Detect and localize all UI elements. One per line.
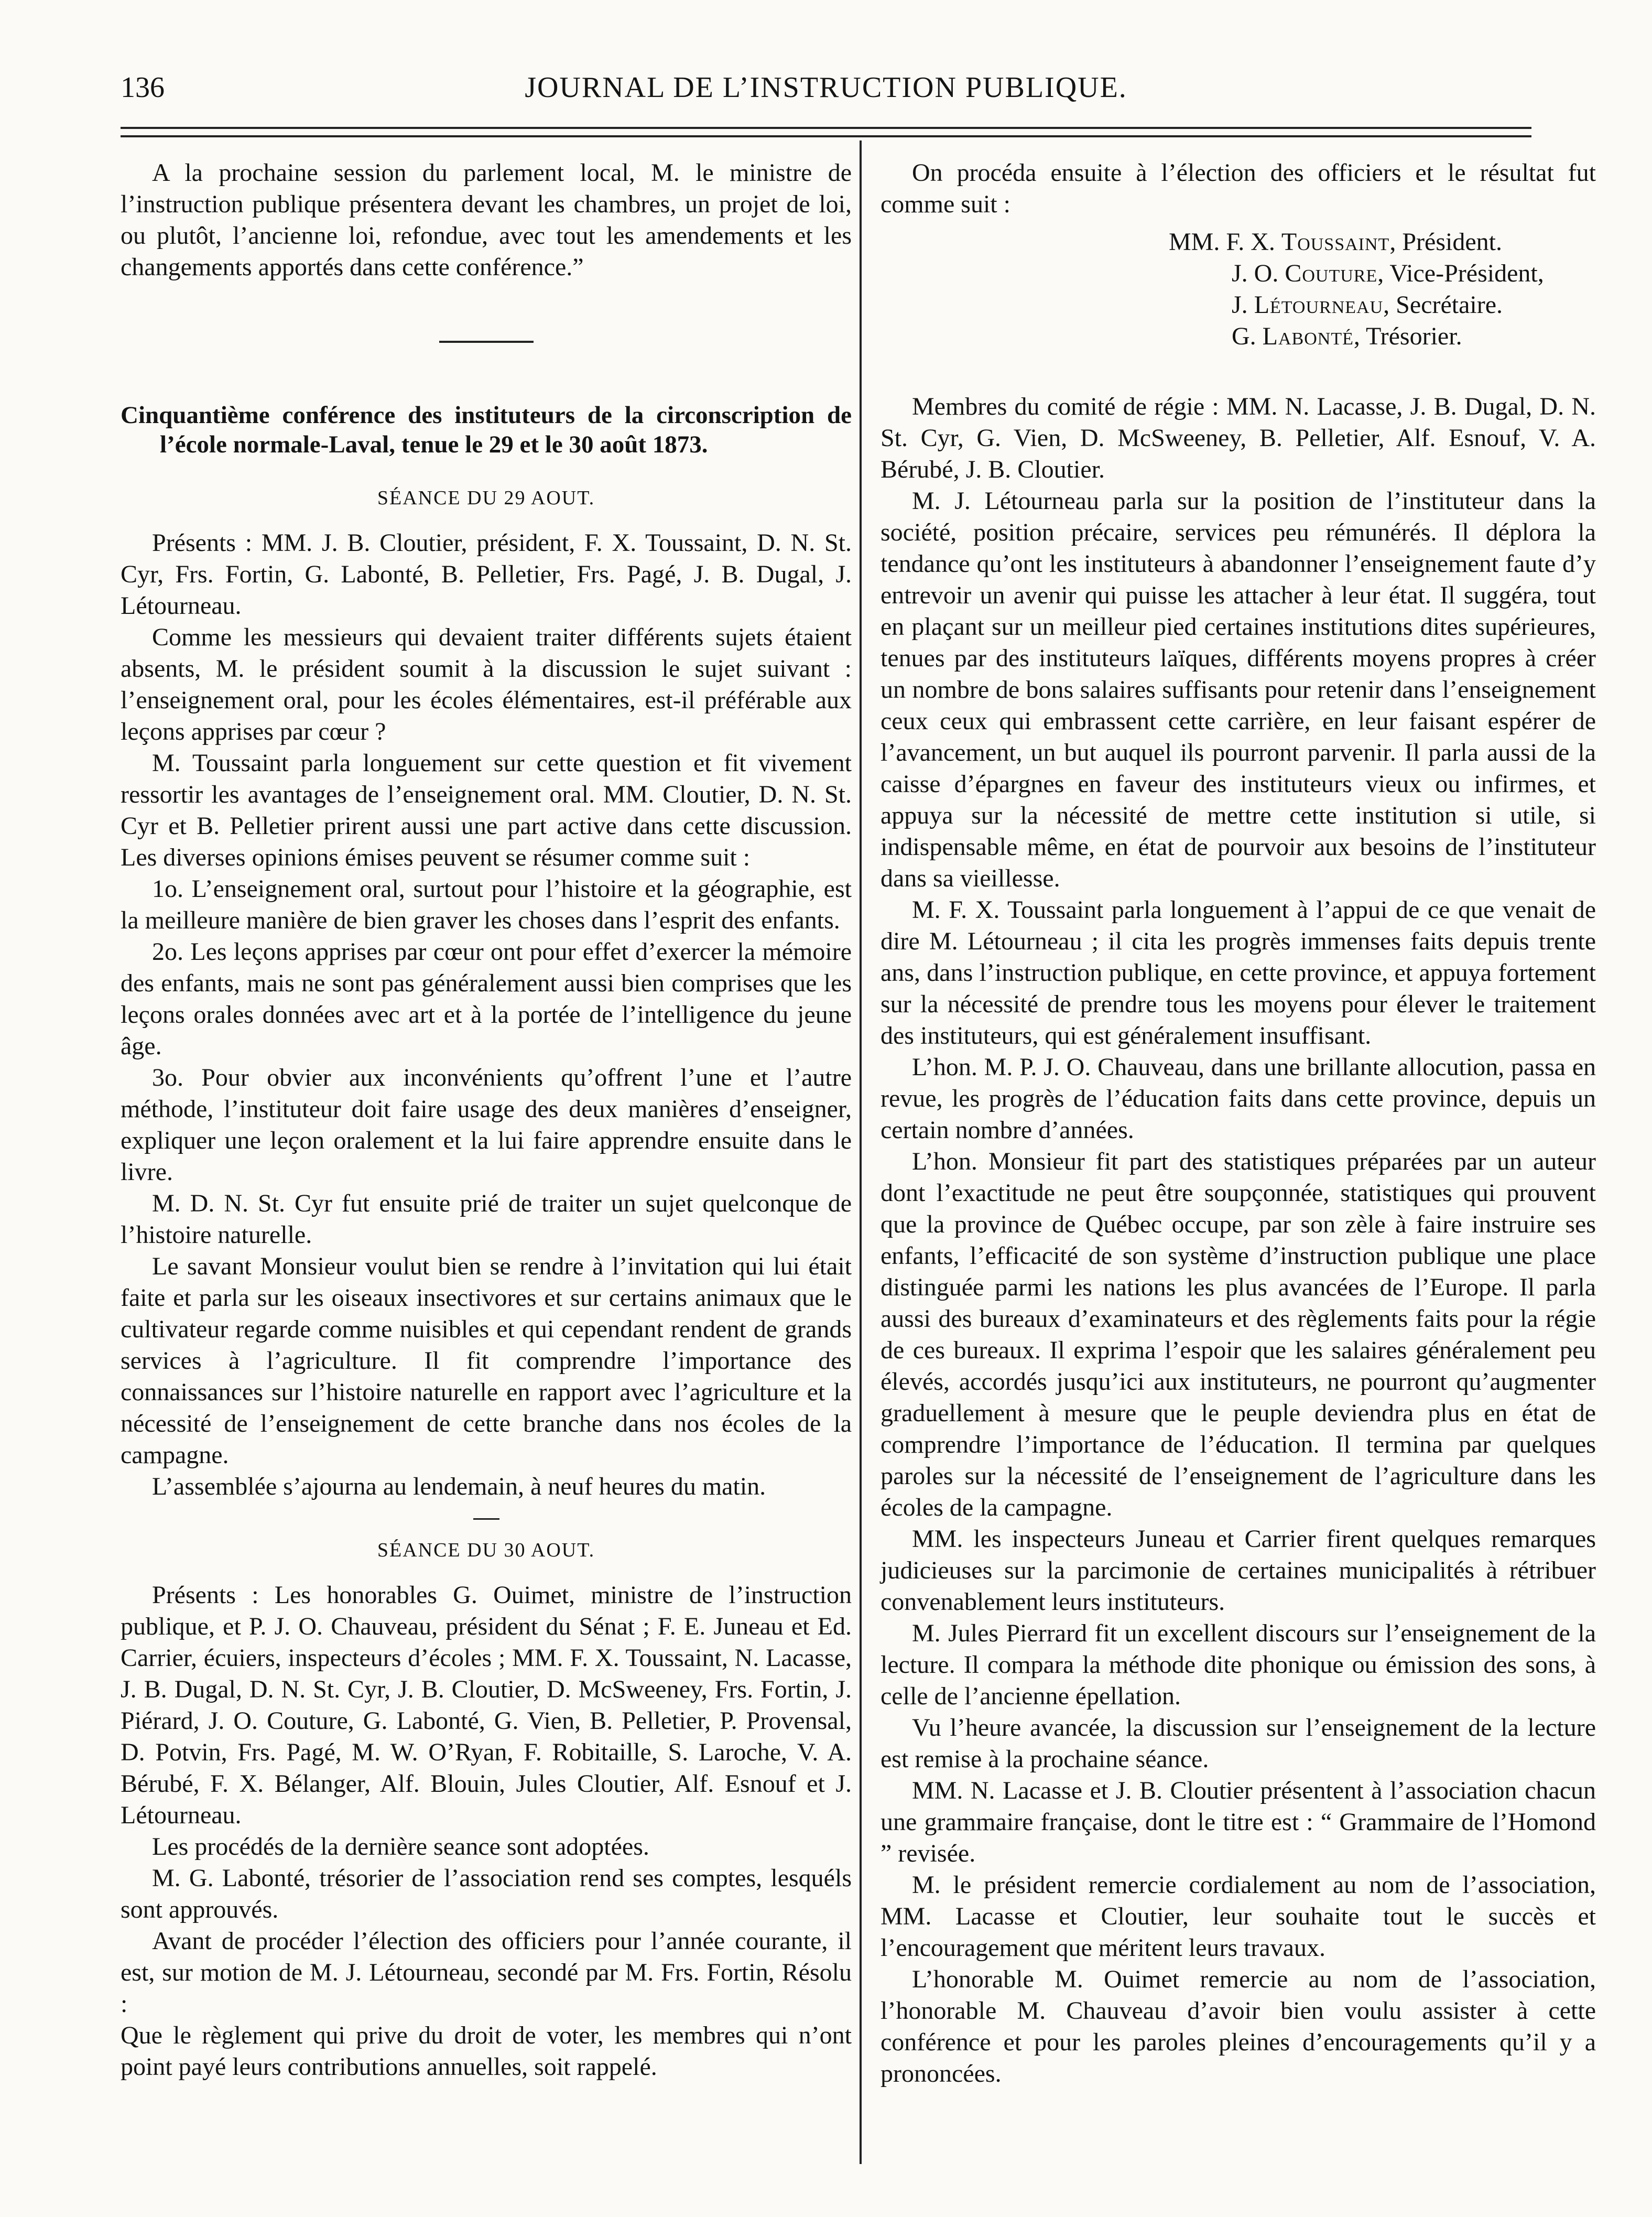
paragraph: On procéda ensuite à l’élection des officiers et le résultat fut comme suit :	[881, 159, 1596, 218]
paragraph: Les procédés de la dernière seance sont adoptées.	[152, 1833, 649, 1861]
paragraph: Le savant Monsieur voulut bien se rendre à l’invitation qui lui était faite et parla sur les oiseaux insectivores et sur certains animaux que le cultivateur regarde comme nuisibles et qui cependant rendent de grands services à l’agriculture. Il fit comprendre l’importance des connaissances sur l’histoire naturelle en rapport avec l’agriculture et la nécessité de l’enseignement de cette branche dans nos écoles de la campagne.	[121, 1252, 852, 1469]
officer-line: MM. F. X. Toussaint, Président.	[1169, 228, 1502, 256]
right-column	[881, 157, 1596, 2090]
paragraph: 2o. Les leçons apprises par cœur ont pour effet d’exercer la mémoire des enfants, mais ne sont pas généralement aussi bien comprises que les leçons orales données avec art et à la portée de l’intelligence du jeune âge.	[121, 938, 852, 1060]
paragraph: 1o. L’enseignement oral, surtout pour l’histoire et la géographie, est la meilleure manière de bien graver les choses dans l’esprit des enfants.	[121, 875, 852, 934]
journal-title: JOURNAL DE L’INSTRUCTION PUBLIQUE.	[525, 71, 1127, 104]
header-double-rule	[121, 127, 1531, 137]
seance-heading-30: SÉANCE DU 30 AOUT.	[377, 1539, 595, 1561]
officers-list	[881, 226, 1596, 352]
paragraph: M. G. Labonté, trésorier de l’association rend ses comptes, lesquéls sont approuvés.	[121, 1864, 852, 1923]
conference-title: Cinquantième conférence des instituteurs de la circonscription de l’école normale-Laval, tenue le 29 et le 30 août 1873.	[121, 402, 852, 458]
paragraph: L’hon. M. P. J. O. Chauveau, dans une brillante allocution, passa en revue, les progrès de l’éducation faits dans cette province, depuis un certain nombre d’années.	[881, 1053, 1596, 1144]
paragraph: Vu l’heure avancée, la discussion sur l’enseignement de la lecture est remise à la prochaine séance.	[881, 1714, 1596, 1773]
paragraph: M. Jules Pierrard fit un excellent discours sur l’enseignement de la lecture. Il compara la méthode dite phonique ou émission des sons, à celle de l’ancienne épellation.	[881, 1619, 1596, 1710]
paragraph: M. F. X. Toussaint parla longuement à l’appui de ce que venait de dire M. Létourneau ; il cita les progrès immenses faits depuis trente ans, dans l’instruction publique, en cette province, et appuya fortement sur la nécessité de prendre tous les moyens pour élever le traitement des instituteurs, qui est généralement insuffisant.	[881, 896, 1596, 1050]
paragraph: MM. N. Lacasse et J. B. Cloutier présentent à l’association chacun une grammaire française, dont le titre est : “ Grammaire de l’Homond ” revisée.	[881, 1777, 1596, 1867]
paragraph: 3o. Pour obvier aux inconvénients qu’offrent l’une et l’autre méthode, l’instituteur doit faire usage des deux manières d’enseigner, expliquer une leçon oralement et la lui faire apprendre ensuite dans le livre.	[121, 1064, 852, 1186]
section-divider	[439, 341, 534, 343]
officer-line: J. Létourneau, Secrétaire.	[1232, 291, 1503, 319]
section-divider-small	[473, 1518, 499, 1520]
left-column	[121, 157, 852, 2083]
paragraph: Membres du comité de régie : MM. N. Lacasse, J. B. Dugal, D. N. St. Cyr, G. Vien, D. McSweeney, B. Pelletier, Alf. Esnouf, V. A. Bérubé, J. B. Cloutier.	[881, 393, 1596, 483]
officer-line: J. O. Couture, Vice-Président,	[1232, 259, 1544, 287]
paragraph: L’honorable M. Ouimet remercie au nom de l’association, l’honorable M. Chauveau d’avoir bien voulu assister à cette conférence et pour les paroles pleines d’encouragements qu’il y a prononcées.	[881, 1965, 1596, 2088]
page-header	[121, 66, 1531, 113]
paragraph: Que le règlement qui prive du droit de voter, les membres qui n’ont point payé leurs contributions annuelles, soit rappelé.	[121, 2021, 852, 2081]
paragraph: M. le président remercie cordialement au nom de l’association, MM. Lacasse et Cloutier, leur souhaite tout le succès et l’encouragement que méritent leurs travaux.	[881, 1871, 1596, 1962]
spacer	[881, 352, 1596, 391]
page-number: 136	[121, 71, 165, 104]
paragraph: L’assemblée s’ajourna au lendemain, à neuf heures du matin.	[152, 1473, 766, 1500]
paragraph: M. D. N. St. Cyr fut ensuite prié de traiter un sujet quelconque de l’histoire naturelle.	[121, 1189, 852, 1249]
paragraph: M. J. Létourneau parla sur la position de l’instituteur dans la société, position précaire, services peu rémunérés. Il déplora la tendance qu’ont les instituteurs à abandonner l’enseignement faute d’y entrevoir un avenir qui puisse les attacher à leur état. Il suggéra, tout en plaçant sur un meilleur pied certaines institutions dites supérieures, tenues par des instituteurs laïques, différents moyens propres à créer un nombre de bons salaires suffisants pour retenir dans l’enseignement ceux ceux qui embrassent cette carrière, en leur faisant espérer de l’avancement, un but auquel ils pourront parvenir. Il parla aussi de la caisse d’épargnes en faveur des instituteurs vieux ou infirmes, et appuya sur la nécessité de mettre cette institution si utile, si indispensable même, en état de pourvoir aux besoins de l’instituteur dans sa vieillesse.	[881, 487, 1596, 892]
paragraph: Comme les messieurs qui devaient traiter différents sujets étaient absents, M. le président soumit à la discussion le sujet suivant : l’enseignement oral, pour les écoles élémentaires, est-il préférable aux leçons apprises par cœur ?	[121, 623, 852, 745]
officer-line: G. Labonté, Trésorier.	[1232, 322, 1462, 350]
paragraph: Avant de procéder l’élection des officiers pour l’année courante, il est, sur motion de M. J. Létourneau, secondé par M. Frs. Fortin, Résolu :	[121, 1927, 852, 2018]
intro-paragraph: A la prochaine session du parlement local, M. le ministre de l’instruction publique présentera devant les chambres, un projet de loi, ou plutôt, l’ancienne loi, refondue, avec tout les amendements et les changements apportés dans cette conférence.”	[121, 159, 852, 281]
column-separator	[860, 140, 862, 2164]
paragraph: M. Toussaint parla longuement sur cette question et fit vivement ressortir les avantages de l’enseignement oral. MM. Cloutier, D. N. St. Cyr et B. Pelletier prirent aussi une part active dans cette discussion. Les diverses opinions émises peuvent se résumer comme suit :	[121, 749, 852, 871]
paragraph: Présents : MM. J. B. Cloutier, président, F. X. Toussaint, D. N. St. Cyr, Frs. Fortin, G. Labonté, B. Pelletier, Frs. Pagé, J. B. Dugal, J. Létourneau.	[121, 529, 852, 620]
paragraph: MM. les inspecteurs Juneau et Carrier firent quelques remarques judicieuses sur la parcimonie de certaines municipalités à rétribuer convenablement leurs instituteurs.	[881, 1525, 1596, 1616]
paragraph: Présents : Les honorables G. Ouimet, ministre de l’instruction publique, et P. J. O. Chauveau, président du Sénat ; F. E. Juneau et Ed. Carrier, écuiers, inspecteurs d’écoles ; MM. F. X. Toussaint, N. Lacasse, J. B. Dugal, D. N. St. Cyr, J. B. Cloutier, D. McSweeney, Frs. Fortin, J. Piérard, J. O. Couture, G. Labonté, G. Vien, B. Pelletier, P. Provensal, D. Potvin, Frs. Pagé, M. W. O’Ryan, F. Robitaille, S. Laroche, V. A. Bérubé, F. X. Bélanger, Alf. Blouin, Jules Cloutier, Alf. Esnouf et J. Létourneau.	[121, 1581, 852, 1829]
paragraph: L’hon. Monsieur fit part des statistiques préparées par un auteur dont l’exactitude ne peut être soupçonnée, statistiques qui prouvent que la province de Québec occupe, par son zèle à faire instruire ses enfants, l’efficacité de son système d’instruction publique une place distinguée parmi les nations les plus avancées de l’Europe. Il parla aussi des bureaux d’examinateurs et des règlements faits pour la régie de ces bureaux. Il exprima l’espoir que les salaires généralement peu élevés, accordés jusqu’ici aux instituteurs, ne pourront qu’augmenter graduellement à mesure que le peuple deviendra plus en état de comprendre l’importance de l’éducation. Il termina par quelques paroles sur la nécessité de l’enseignement de l’agriculture dans les écoles de la campagne.	[881, 1148, 1596, 1521]
seance-heading-29: SÉANCE DU 29 AOUT.	[377, 487, 595, 509]
